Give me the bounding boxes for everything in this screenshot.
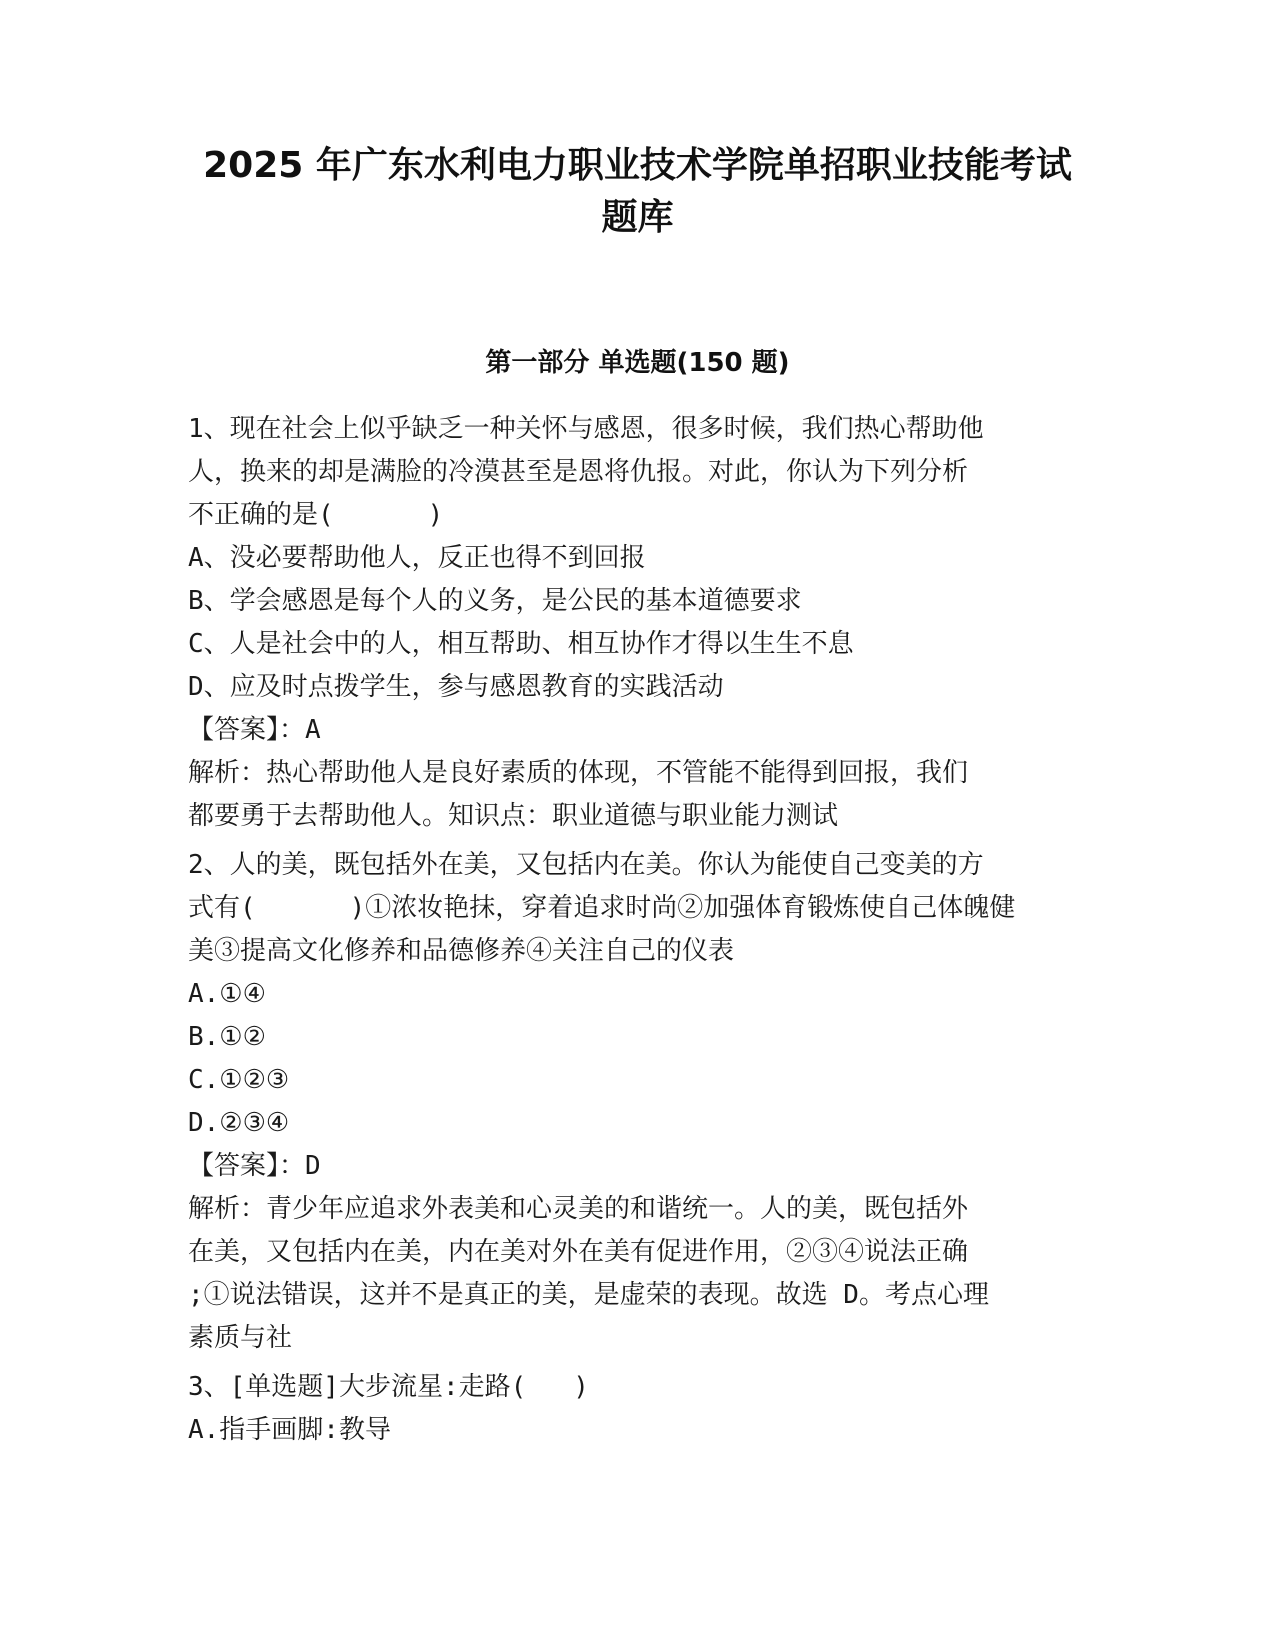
option-c: C、人是社会中的人，相互帮助、相互协作才得以生生不息 xyxy=(188,629,854,659)
option-b: B.①② xyxy=(188,1022,266,1052)
analysis-line: 解析：青少年应追求外表美和心灵美的和谐统一。人的美，既包括外 xyxy=(188,1194,969,1224)
question-stem-line: 2、人的美，既包括外在美，又包括内在美。你认为能使自己变美的方 xyxy=(188,850,984,880)
option-d: D、应及时点拨学生，参与感恩教育的实践活动 xyxy=(188,672,724,702)
question-stem-line: 人，换来的却是满脸的冷漠甚至是恩将仇报。对此，你认为下列分析 xyxy=(188,457,969,487)
analysis-line: 都要勇于去帮助他人。知识点：职业道德与职业能力测试 xyxy=(188,801,839,831)
option-a: A.指手画脚:教导 xyxy=(188,1415,391,1445)
analysis-line: 在美，又包括内在美，内在美对外在美有促进作用，②③④说法正确 xyxy=(188,1237,969,1267)
question-3 xyxy=(188,1366,1088,1452)
analysis-line: ;①说法错误，这并不是真正的美，是虚荣的表现。故选 D。考点心理 xyxy=(188,1280,989,1310)
option-b: B、学会感恩是每个人的义务，是公民的基本道德要求 xyxy=(188,586,802,616)
document-title-line-1: 2025 年广东水利电力职业技术学院单招职业技能考试 xyxy=(203,145,1072,186)
option-c: C.①②③ xyxy=(188,1065,290,1095)
analysis-line: 素质与社 xyxy=(188,1323,293,1353)
question-stem-line: 3、[单选题]大步流星:走路( ) xyxy=(188,1372,589,1402)
question-stem-line: 1、现在社会上似乎缺乏一种关怀与感恩，很多时候，我们热心帮助他 xyxy=(188,414,984,444)
option-a: A.①④ xyxy=(188,979,266,1009)
answer-label: 【答案】：A xyxy=(188,715,321,745)
document-title-line-2: 题库 xyxy=(601,197,674,238)
question-list xyxy=(188,408,1088,1452)
option-a: A、没必要帮助他人，反正也得不到回报 xyxy=(188,543,646,573)
question-1 xyxy=(188,408,1088,838)
question-stem-line: 不正确的是( ) xyxy=(188,500,444,530)
analysis-line: 解析：热心帮助他人是良好素质的体现，不管能不能得到回报，我们 xyxy=(188,758,969,788)
section-heading: 第一部分 单选题(150 题) xyxy=(485,348,790,378)
option-d: D.②③④ xyxy=(188,1108,290,1138)
question-2 xyxy=(188,844,1088,1360)
answer-label: 【答案】：D xyxy=(188,1151,321,1181)
question-stem-line: 式有( )①浓妆艳抹，穿着追求时尚②加强体育锻炼使自己体魄健 xyxy=(188,893,1016,923)
question-stem-line: 美③提高文化修养和品德修养④关注自己的仪表 xyxy=(188,936,735,966)
